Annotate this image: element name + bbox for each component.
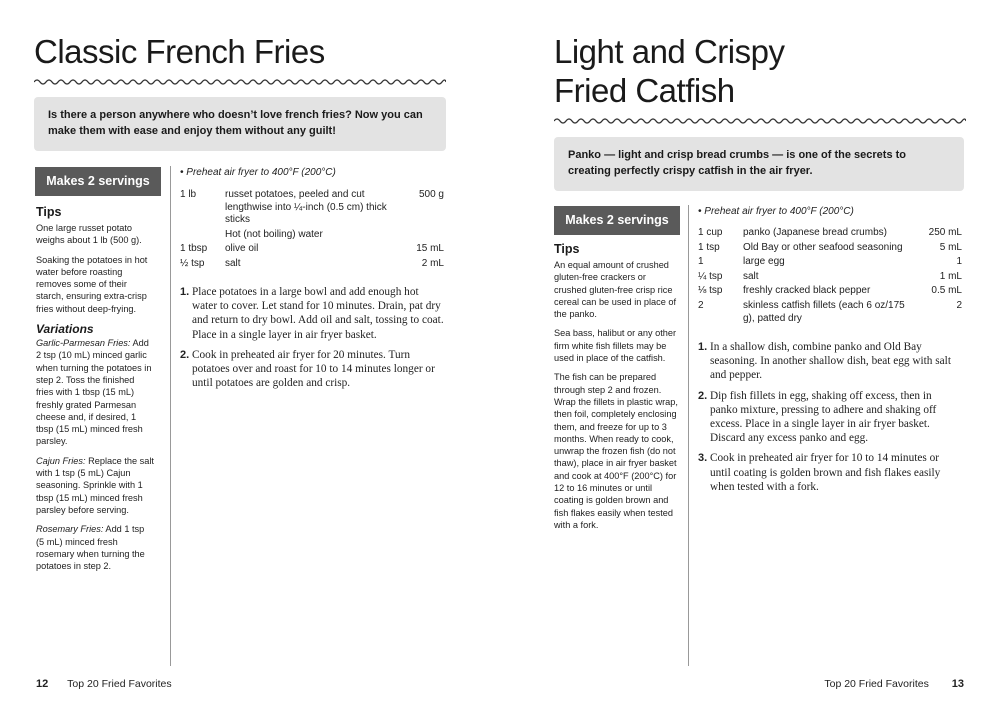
intro-box: Panko — light and crisp bread crumbs — is one of the secrets to creating perfectly crispy catfish in the air fryer.: [554, 137, 964, 191]
step-number: 3.: [698, 452, 708, 465]
ingredients-table: [180, 189, 444, 273]
variation-name: Rosemary Fries:: [36, 524, 104, 535]
step-text: Cook in preheated air fryer for 10 to 14 minutes or until coating is golden brown and fish flakes easily when tested with a fork.: [710, 452, 941, 493]
step-text: In a shallow dish, combine panko and Old Bay seasoning. In another shallow dish, beat egg with salt and pepper.: [710, 341, 951, 382]
variation-item: [36, 523, 154, 572]
ingredient-item: large egg: [743, 256, 785, 268]
column-divider: [688, 205, 689, 666]
ingredient-row: [180, 243, 444, 258]
ingredient-item: russet potatoes, peeled and cut lengthwise into ¼-inch (0.5 cm) thick sticks: [225, 189, 387, 226]
tips-heading: Tips: [36, 205, 62, 219]
ingredient-qty: 1 lb: [180, 189, 197, 200]
ingredient-metric: 1: [956, 256, 962, 268]
ingredient-row: [698, 300, 962, 327]
tips-heading: Tips: [554, 242, 580, 256]
page-number: 13: [951, 678, 964, 690]
method-steps: [180, 285, 444, 396]
ingredient-metric: 500 g: [418, 189, 444, 200]
tip-text: The fish can be prepared through step 2 and frozen. Wrap the fillets in plastic wrap, then foil, completely enclosing them, and freeze for up to 3 months. When ready to cook, unwrap the frozen fish (do not thaw), place in air fryer basket and cook at 400°F (200°C) for 12 to 16 minutes or until coating is golden brown and fish flakes easily when tested with a fork.: [554, 372, 678, 530]
ingredients-table: [698, 227, 962, 327]
ingredient-row: [698, 227, 962, 242]
recipe-title: Classic French Fries: [34, 33, 325, 70]
variation-text: Add 2 tsp (10 mL) minced garlic when turning the potatoes in step 2. Toss the finished fries with 1 tbsp (15 mL) freshly grated Parmesan cheese and, if desired, 1 tbsp (15 mL) minced fresh parsley.: [36, 338, 152, 447]
step-text: Cook in preheated air fryer for 20 minutes. Turn potatoes over and roast for 10 to 14 minutes longer or until potatoes are golden and crisp.: [192, 348, 435, 390]
step-number: 2.: [180, 348, 190, 361]
title-line: Fried Catfish: [554, 72, 735, 109]
variation-name: Cajun Fries:: [36, 455, 86, 466]
ingredient-qty: 1 tbsp: [180, 243, 208, 255]
ingredient-metric: 0.5 mL: [931, 285, 962, 297]
tip-text: Sea bass, halibut or any other firm white fish fillets may be used in place of the catfish.: [554, 328, 677, 364]
ingredient-metric: 1 mL: [939, 270, 962, 282]
ingredient-metric: 5 mL: [939, 241, 962, 253]
section-name: Top 20 Fried Favorites: [824, 678, 929, 690]
ingredient-metric: 250 mL: [928, 227, 962, 238]
step-number: 1.: [698, 341, 708, 353]
method-step: [180, 348, 444, 391]
sidebar: [554, 242, 678, 538]
method-step: [698, 451, 962, 494]
page-number: 12: [36, 678, 49, 690]
intro-box: Is there a person anywhere who doesn’t love french fries? Now you can make them with ease and enjoy them without any guilt!: [34, 97, 446, 151]
right-page: [500, 0, 1000, 714]
preheat-note: • Preheat air fryer to 400°F (200°C): [698, 206, 854, 217]
ingredient-metric: 2: [956, 299, 962, 311]
tip-text: An equal amount of crushed gluten-free crackers or crushed gluten-free crisp rice cereal can be used in place of the panko.: [554, 260, 677, 320]
ingredient-row: [180, 189, 444, 229]
method-step: [698, 389, 962, 446]
ingredient-qty: ½ tsp: [180, 257, 205, 269]
ingredient-item: freshly cracked black pepper: [743, 285, 871, 297]
ingredient-qty: 1 tsp: [698, 241, 720, 253]
variation-text: Replace the salt with 1 tsp (5 mL) Cajun seasoning. Sprinkle with 1 tbsp (15 mL) minced fresh parsley before serving.: [36, 455, 154, 515]
method-step: [698, 340, 962, 383]
method-steps: [698, 340, 962, 500]
step-number: 2.: [698, 389, 708, 402]
sidebar: [36, 205, 154, 579]
ingredient-metric: 2 mL: [421, 257, 444, 269]
method-step: [180, 285, 444, 342]
servings-badge: Makes 2 servings: [35, 167, 161, 196]
ingredient-qty: 2: [698, 299, 704, 311]
page-footer: [824, 678, 964, 690]
preheat-note: • Preheat air fryer to 400°F (200°C): [180, 167, 336, 178]
recipe-title: [554, 32, 784, 110]
variations-heading: Variations: [36, 322, 94, 337]
ingredient-item: Old Bay or other seafood seasoning: [743, 241, 903, 253]
variation-item: [36, 455, 154, 516]
ingredient-row: [698, 242, 962, 257]
ingredient-row: [698, 285, 962, 300]
tip-text: One large russet potato weighs about 1 lb (500 g).: [36, 223, 142, 246]
ingredient-item: panko (Japanese bread crumbs): [743, 227, 887, 238]
wavy-divider: [34, 78, 446, 86]
ingredient-qty: 1 cup: [698, 227, 723, 238]
column-divider: [170, 166, 171, 666]
wavy-divider: [554, 117, 966, 125]
ingredient-row: [180, 229, 444, 244]
step-text: Dip fish fillets in egg, shaking off excess, then in panko mixture, pressing to adhere and shaking off excess. Place in a single layer in air fryer basket. Discard any excess panko and egg.: [710, 389, 937, 445]
ingredient-row: [698, 271, 962, 286]
step-text: Place potatoes in a large bowl and add enough hot water to cover. Let stand for 10 minutes. Drain, pat dry and return to dry bowl. Add oil and salt, tossing to coat. Place in a single layer in air fryer basket.: [192, 286, 444, 341]
ingredient-item: salt: [225, 257, 241, 269]
variation-text: Add 1 tsp (5 mL) minced fresh rosemary when turning the potatoes in step 2.: [36, 524, 145, 572]
tip-text: Soaking the potatoes in hot water before roasting removes some of their starch, ensuring extra-crisp fries without deep-frying.: [36, 254, 148, 314]
variation-item: [36, 337, 154, 448]
section-name: Top 20 Fried Favorites: [67, 678, 172, 690]
page-footer: [36, 678, 172, 690]
variation-name: Garlic-Parmesan Fries:: [36, 338, 131, 349]
ingredient-item: Hot (not boiling) water: [225, 228, 323, 240]
ingredient-item: olive oil: [225, 243, 259, 255]
ingredient-qty: [180, 229, 225, 244]
ingredient-item: skinless catfish fillets (each 6 oz/175 g), patted dry: [743, 299, 905, 324]
servings-badge: Makes 2 servings: [554, 206, 680, 235]
step-number: 1.: [180, 286, 190, 298]
ingredient-metric: 15 mL: [416, 243, 444, 255]
ingredient-qty: ⅛ tsp: [698, 285, 723, 297]
ingredient-qty: 1: [698, 256, 704, 268]
title-line: Light and Crispy: [554, 33, 785, 70]
ingredient-item: salt: [743, 270, 759, 282]
ingredient-qty: ¼ tsp: [698, 270, 723, 282]
ingredient-row: [180, 258, 444, 273]
ingredient-row: [698, 256, 962, 271]
ingredient-metric: [397, 229, 444, 244]
